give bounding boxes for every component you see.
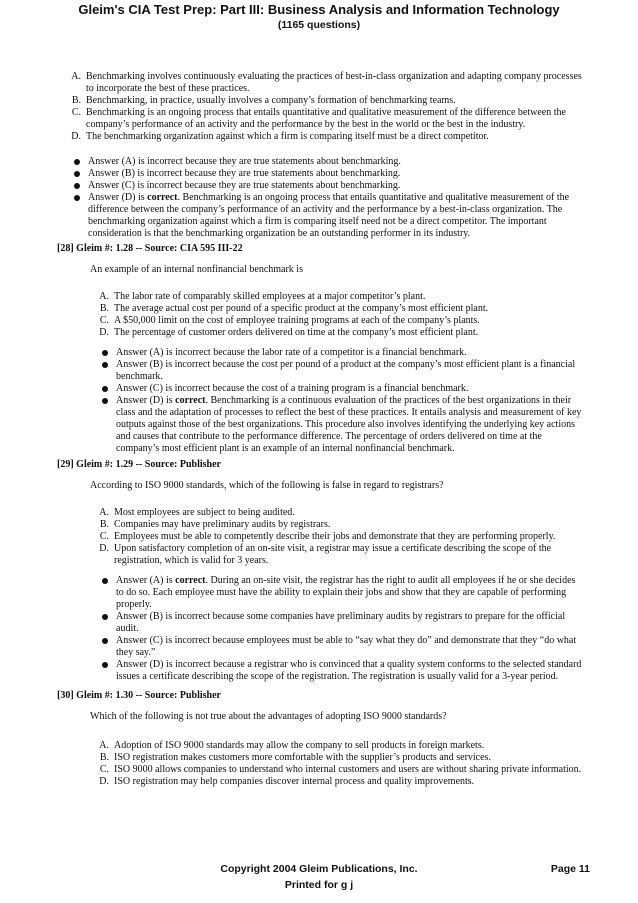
choice: A. Adoption of ISO 9000 standards may allow the company to sell products in foreign markets. [99, 740, 485, 751]
question-text: According to ISO 9000 standards, which of the following is false in regard to registrars? [90, 480, 444, 491]
q28-choices [95, 291, 583, 339]
q28-explanations [98, 347, 583, 455]
explanation: Answer (D) is correct. Benchmarking is an ongoing process that entails quantitative and qualitative measurement of the difference between the company’s performance of an activity and the performance by a best-in-class organization. The benchmarking organization against which a firm is comparing itself need not be a direct competitor. The important consideration is that the benchmarking organization be an outstanding performer in its industry. [70, 192, 583, 240]
choice: D. The benchmarking organization against which a firm is comparing itself must be a direct competitor. [71, 131, 489, 142]
explanation: Answer (D) is correct. Benchmarking is a continuous evaluation of the practices of the best organizations in their class and the adaptation of processes to reflect the best of these practices. It entails analysis and measurement of key outputs against those of the best organizations. This procedure also involves identifying the underlying key actions and causes that contribute to the performance difference. The percentage of orders delivered on time at the company’s most efficient plant is an example of an internal nonfinancial benchmark. [98, 395, 583, 455]
choice: C. Benchmarking is an ongoing process that entails quantitative and qualitative measurement of the difference between the company’s performance of an activity and the performance by the best in the world or the best in the industry. [71, 107, 566, 130]
choice: B. The average actual cost per pound of a specific product at the company’s most efficient plant. [99, 303, 489, 314]
page-number: Page 11 [550, 863, 590, 875]
choice: C. ISO 9000 allows companies to understand who internal customers and users are without sharing private information. [99, 764, 582, 775]
question-text: An example of an internal nonfinancial benchmark is [90, 264, 303, 275]
explanation: Answer (B) is incorrect because the cost per pound of a product at the company’s most efficient plant is a financial benchmark. [98, 359, 583, 383]
choice: A. Benchmarking involves continuously evaluating the practices of best-in-class organization and adapting company processes to incorporate the best of these practices. [71, 71, 582, 94]
choice: C. Employees must be able to competently describe their jobs and demonstrate that they are performing properly. [99, 531, 556, 542]
choice: D. ISO registration may help companies discover internal process and quality improvements. [99, 776, 475, 787]
bullet-icon [74, 159, 80, 165]
q29-explanations [98, 575, 583, 683]
question-text: Which of the following is not true about the advantages of adopting ISO 9000 standards? [90, 711, 447, 722]
choice: A. Most employees are subject to being audited. [99, 507, 295, 518]
explanation: Answer (A) is incorrect because they are true statements about benchmarking. [70, 156, 583, 168]
question-heading: [28] Gleim #: 1.28 -- Source: CIA 595 III-22 [57, 243, 243, 254]
choice: A. The labor rate of comparably skilled employees at a major competitor’s plant. [99, 291, 426, 302]
question-heading: [29] Gleim #: 1.29 -- Source: Publisher [57, 459, 221, 470]
q30-choices [95, 740, 583, 788]
explanation: Answer (C) is incorrect because employees must be able to “say what they do” and demonstrate that they “do what they say.” [98, 635, 583, 659]
bullet-icon [102, 386, 108, 392]
explanation: Answer (C) is incorrect because the cost of a training program is a financial benchmark. [98, 383, 583, 395]
question-heading: [30] Gleim #: 1.30 -- Source: Publisher [57, 690, 221, 701]
explanation: Answer (A) is correct. During an on-site visit, the registrar has the right to audit all employees if he or she decides to do so. Each employee must have the ability to explain their jobs and show that they are capable of performing properly. [98, 575, 583, 611]
explanation: Answer (B) is incorrect because some companies have preliminary audits by registrars to prepare for the official audit. [98, 611, 583, 635]
q29-choices [95, 507, 583, 567]
document-title: Gleim's CIA Test Prep: Part III: Business Analysis and Information Technology [78, 2, 560, 17]
choice: D. The percentage of customer orders delivered on time at the company’s most efficient plant. [99, 327, 479, 338]
bullet-icon [102, 614, 108, 620]
explanation: Answer (C) is incorrect because they are true statements about benchmarking. [70, 180, 583, 192]
bullet-icon [74, 171, 80, 177]
explanation: Answer (A) is incorrect because the labor rate of a competitor is a financial benchmark. [98, 347, 583, 359]
choice: B. ISO registration makes customers more comfortable with the supplier’s products and services. [99, 752, 491, 763]
footer-copyright: Copyright 2004 Gleim Publications, Inc. [220, 863, 418, 875]
bullet-icon [102, 662, 108, 668]
bullet-icon [74, 195, 80, 201]
bullet-icon [102, 578, 108, 584]
bullet-icon [102, 362, 108, 368]
bullet-icon [102, 398, 108, 404]
choice: C. A $50,000 limit on the cost of employee training programs at each of the company’s plants. [99, 315, 480, 326]
explanation: Answer (B) is incorrect because they are true statements about benchmarking. [70, 168, 583, 180]
choice: D. Upon satisfactory completion of an on-site visit, a registrar may issue a certificate describing the scope of the registration, which is valid for 3 years. [99, 543, 552, 566]
question-count: (1165 questions) [277, 19, 361, 31]
footer-printed-for: Printed for g j [284, 879, 354, 891]
bullet-icon [102, 350, 108, 356]
q27-choices [67, 71, 583, 143]
explanation: Answer (D) is incorrect because a registrar who is convinced that a quality system conforms to the selected standard issues a certificate describing the scope of the registration. The registration is usually valid for a 3-year period. [98, 659, 583, 683]
choice: B. Companies may have preliminary audits by registrars. [99, 519, 331, 530]
bullet-icon [102, 638, 108, 644]
choice: B. Benchmarking, in practice, usually involves a company’s formation of benchmarking teams. [71, 95, 456, 106]
bullet-icon [74, 183, 80, 189]
q27-explanations [70, 156, 583, 240]
